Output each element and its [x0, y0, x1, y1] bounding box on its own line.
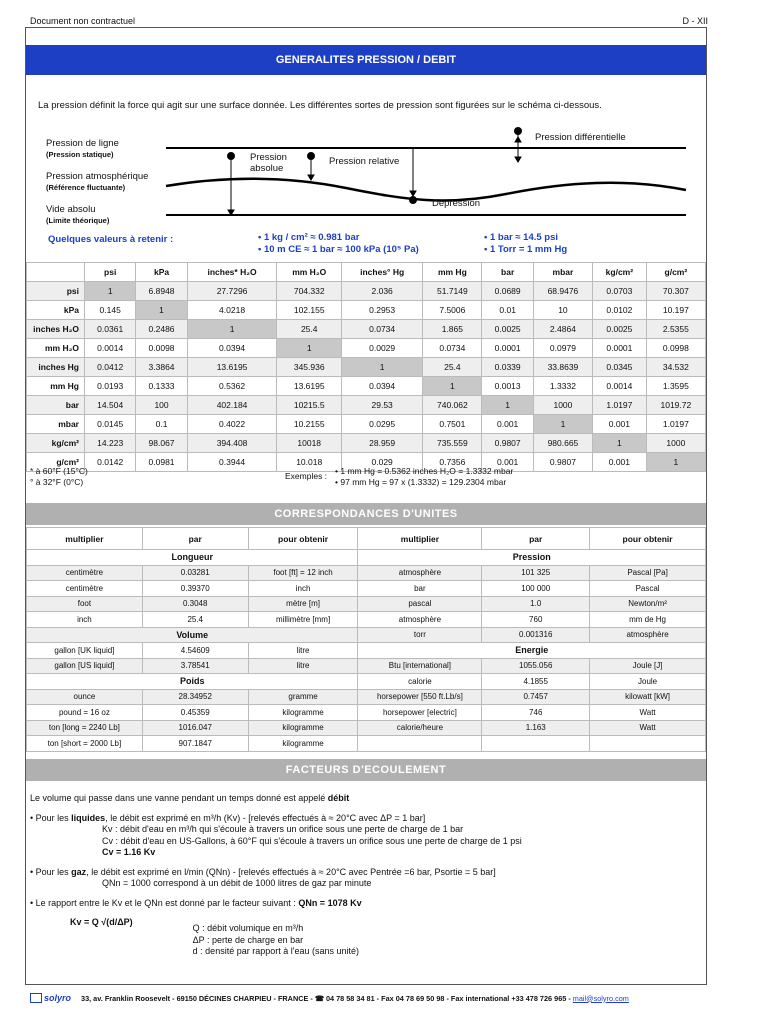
table-cell: Pascal: [590, 581, 706, 597]
table-cell: 704.332: [277, 282, 342, 301]
table-cell: 0.0345: [593, 358, 647, 377]
table-cell: 101 325: [482, 565, 590, 581]
table-cell: 1: [533, 415, 592, 434]
section-header: Volume: [27, 627, 358, 643]
table-row: [27, 377, 706, 396]
table-cell: 10215.5: [277, 396, 342, 415]
solyro-logo: solyro: [30, 993, 71, 1003]
table-cell: 0.0098: [136, 339, 187, 358]
table-cell: 1.0: [482, 596, 590, 612]
retenir-v3: • 1 bar ≈ 14.5 psi: [484, 232, 559, 243]
table-cell: kilowatt [kW]: [590, 689, 706, 705]
table-cell: 0.0412: [85, 358, 136, 377]
table-cell: 25.4: [142, 612, 248, 628]
table-cell: 0.9807: [533, 453, 592, 472]
table-cell: 1: [85, 282, 136, 301]
footnotes: [30, 466, 88, 488]
col-header: mbar: [533, 263, 592, 282]
retenir-v1: • 1 kg / cm² ≈ 0.981 bar: [258, 232, 360, 243]
row-header: inches Hg: [27, 358, 85, 377]
row-header: g/cm²: [27, 453, 85, 472]
head-obtenir-l: pour obtenir: [248, 528, 358, 550]
table-cell: 0.001: [482, 453, 533, 472]
table-cell: 7.5006: [423, 301, 482, 320]
table-cell: 0.0142: [85, 453, 136, 472]
section-header: Pression: [358, 550, 706, 566]
logo-icon: [30, 993, 42, 1003]
table-cell: kilogramme: [248, 720, 358, 736]
atmospheric-curve: [166, 179, 686, 201]
table-cell: bar: [358, 581, 482, 597]
table-row: [27, 320, 706, 339]
page-title: GENERALITES PRESSION / DEBIT: [26, 45, 706, 75]
table-cell: 0.0361: [85, 320, 136, 339]
head-par-l: par: [142, 528, 248, 550]
table-cell: 0.4022: [187, 415, 277, 434]
table-cell: 10: [533, 301, 592, 320]
table-cell: 0.03281: [142, 565, 248, 581]
flow-qnn: QNn = 1000 correspond à un débit de 1000 litres de gaz par minute: [102, 878, 372, 888]
table-cell: ounce: [27, 689, 143, 705]
retenir-label: Quelques valeurs à retenir :: [48, 234, 174, 245]
table-cell: 0.1: [136, 415, 187, 434]
flow-formula-block: [30, 917, 690, 958]
table-cell: 0.0025: [593, 320, 647, 339]
table-row: [27, 658, 706, 674]
table-cell: 0.39370: [142, 581, 248, 597]
table-row: [27, 581, 706, 597]
header-right: D - XII: [682, 16, 708, 26]
table-cell: torr: [358, 627, 482, 643]
table-cell: 1: [136, 301, 187, 320]
section-header: Poids: [27, 674, 358, 690]
table-cell: horsepower [550 ft.Lb/s]: [358, 689, 482, 705]
table-cell: 740.062: [423, 396, 482, 415]
table-cell: 6.8948: [136, 282, 187, 301]
table-cell: 2.036: [342, 282, 423, 301]
retenir-v2: • 10 m CE ≈ 1 bar ≈ 100 kPa (10⁵ Pa): [258, 244, 419, 255]
table-cell: 1: [423, 377, 482, 396]
table-row: [27, 689, 706, 705]
table-cell: 1: [593, 434, 647, 453]
row-header: mm H₂O: [27, 339, 85, 358]
intro-text: La pression définit la force qui agit sur une surface donnée. Les différentes sortes de pression sont figurées sur le schéma ci-dessous.: [38, 100, 602, 111]
table-cell: 402.184: [187, 396, 277, 415]
table-cell: 0.0998: [646, 339, 705, 358]
row-header: mm Hg: [27, 377, 85, 396]
table-cell: 0.0001: [593, 339, 647, 358]
table-cell: ton [short = 2000 Lb]: [27, 736, 143, 752]
table-row: [27, 396, 706, 415]
units-table: [26, 527, 706, 752]
table-cell: 1.865: [423, 320, 482, 339]
table-row: [27, 612, 706, 628]
col-header: mm Hg: [423, 263, 482, 282]
table-cell: 1: [342, 358, 423, 377]
table-cell: 0.3944: [187, 453, 277, 472]
table-cell: 0.001316: [482, 627, 590, 643]
table-cell: 28.959: [342, 434, 423, 453]
examples: [285, 466, 513, 488]
table-cell: 0.0689: [482, 282, 533, 301]
table-cell: gallon [US liquid]: [27, 658, 143, 674]
label-pression-differentielle: Pression différentielle: [535, 132, 626, 143]
table-cell: 4.54609: [142, 643, 248, 659]
row-header: inches H₂O: [27, 320, 85, 339]
head-obtenir-r: pour obtenir: [590, 528, 706, 550]
table-row: [27, 434, 706, 453]
table-row: [27, 596, 706, 612]
table-cell: 1019.72: [646, 396, 705, 415]
table-cell: 10.018: [277, 453, 342, 472]
table-cell: 1.163: [482, 720, 590, 736]
table-cell: 1000: [533, 396, 592, 415]
label-vide-absolu: Vide absolu (Limite théorique): [46, 204, 110, 225]
table-row: [27, 627, 706, 643]
table-cell: 1.3332: [533, 377, 592, 396]
table-cell: 27.7296: [187, 282, 277, 301]
table-row: [27, 339, 706, 358]
table-cell: 100: [136, 396, 187, 415]
example-2: • 97 mm Hg = 97 x (1.3332) = 129.2304 mbar: [335, 477, 507, 487]
flow-section: [30, 793, 690, 958]
table-cell: Pascal [Pa]: [590, 565, 706, 581]
table-cell: 10.197: [646, 301, 705, 320]
table-cell: 1055.056: [482, 658, 590, 674]
row-header: mbar: [27, 415, 85, 434]
table-cell: 0.0979: [533, 339, 592, 358]
table-cell: 10.2155: [277, 415, 342, 434]
row-header: psi: [27, 282, 85, 301]
table-cell: inch: [248, 581, 358, 597]
table-cell: 0.3048: [142, 596, 248, 612]
table-cell: 0.0029: [342, 339, 423, 358]
flow-intro: Le volume qui passe dans une vanne pendant un temps donné est appelé débit: [30, 793, 350, 803]
table-row: [27, 565, 706, 581]
head-multiplier-l: multiplier: [27, 528, 143, 550]
table-cell: 0.0703: [593, 282, 647, 301]
table-cell: 0.2953: [342, 301, 423, 320]
table-cell: 735.559: [423, 434, 482, 453]
table-row: [27, 550, 706, 566]
table-cell: 0.001: [593, 453, 647, 472]
head-par-r: par: [482, 528, 590, 550]
table-cell: pascal: [358, 596, 482, 612]
table-cell: 0.7457: [482, 689, 590, 705]
table-row: [27, 282, 706, 301]
table-cell: calorie/heure: [358, 720, 482, 736]
table-cell: foot [ft] = 12 inch: [248, 565, 358, 581]
table-cell: 0.029: [342, 453, 423, 472]
table-cell: 1: [482, 396, 533, 415]
table-cell: calorie: [358, 674, 482, 690]
table-cell: 1: [277, 339, 342, 358]
table-cell: Joule [J]: [590, 658, 706, 674]
table-cell: 0.0339: [482, 358, 533, 377]
table-cell: 2.5355: [646, 320, 705, 339]
table-cell: 345.936: [277, 358, 342, 377]
flow-ratio: • Le rapport entre le Kv et le QNn est donné par le facteur suivant : QNn = 1078 Kv: [30, 897, 362, 908]
table-cell: 70.307: [646, 282, 705, 301]
page-header: [30, 16, 708, 26]
table-cell: 0.0734: [342, 320, 423, 339]
table-cell: 98.067: [136, 434, 187, 453]
table-cell: 3.3864: [136, 358, 187, 377]
table-cell: 0.01: [482, 301, 533, 320]
table-cell: 0.0394: [342, 377, 423, 396]
col-header: inches° Hg: [342, 263, 423, 282]
table-cell: 0.0013: [482, 377, 533, 396]
table-cell: 100 000: [482, 581, 590, 597]
table-cell: 0.0025: [482, 320, 533, 339]
table-cell: 1.3595: [646, 377, 705, 396]
table-cell: 0.0981: [136, 453, 187, 472]
table-cell: 0.0014: [85, 339, 136, 358]
table-cell: 29.53: [342, 396, 423, 415]
table-cell: 25.4: [423, 358, 482, 377]
table-cell: 0.001: [593, 415, 647, 434]
table-cell: 51.7149: [423, 282, 482, 301]
table-cell: 25.4: [277, 320, 342, 339]
note-32f: ° à 32°F (0°C): [30, 477, 84, 487]
table-cell: 1016.047: [142, 720, 248, 736]
table-cell: atmosphère: [358, 565, 482, 581]
note-60f: * à 60°F (15°C): [30, 466, 88, 476]
table-cell: millimètre [mm]: [248, 612, 358, 628]
table-cell: 28.34952: [142, 689, 248, 705]
table-cell: 102.155: [277, 301, 342, 320]
table-row: [27, 705, 706, 721]
col-header: psi: [85, 263, 136, 282]
footer-address: 33, av. Franklin Roosevelt - 69150 DÉCINES CHARPIEU - FRANCE - ☎ 04 78 58 34 81 - Fax 04 78 69 50 98 - Fax international +33 478 726 965 -: [81, 993, 573, 1003]
header-left: Document non contractuel: [30, 16, 136, 26]
table-cell: 0.0102: [593, 301, 647, 320]
table-cell: Joule: [590, 674, 706, 690]
flow-cv: Cv : débit d'eau en US-Gallons, à 60°F qui s'écoule à travers un orifice sous une perte de charge de 1 psi: [102, 835, 522, 846]
table-cell: ton [long = 2240 Lb]: [27, 720, 143, 736]
example-1: • 1 mm Hg = 0.5362 inches H₂O = 1.3332 mbar: [335, 466, 514, 476]
table-cell: 907.1847: [142, 736, 248, 752]
table-cell: inch: [27, 612, 143, 628]
table-cell: 0.0001: [482, 339, 533, 358]
flow-title: FACTEURS D'ECOULEMENT: [26, 759, 706, 781]
flow-cv-kv: Cv = 1.16 Kv: [102, 847, 156, 857]
col-header: kPa: [136, 263, 187, 282]
table-cell: Watt: [590, 720, 706, 736]
table-cell: 13.6195: [277, 377, 342, 396]
table-cell: 0.7501: [423, 415, 482, 434]
table-cell: 2.4864: [533, 320, 592, 339]
table-cell: 1: [646, 453, 705, 472]
conversion-table: [26, 262, 706, 472]
table-cell: gramme: [248, 689, 358, 705]
table-cell: centimètre: [27, 581, 143, 597]
table-cell: mm de Hg: [590, 612, 706, 628]
flow-dp: ΔP : perte de charge en bar: [192, 934, 304, 945]
table-cell: Btu [international]: [358, 658, 482, 674]
empty-cell: [358, 736, 482, 752]
table-cell: 14.504: [85, 396, 136, 415]
table-cell: mètre [m]: [248, 596, 358, 612]
footer-mail-link[interactable]: mail@solyro.com: [572, 993, 629, 1003]
table-cell: 0.9807: [482, 434, 533, 453]
table-row: [27, 720, 706, 736]
section-header: Longueur: [27, 550, 358, 566]
label-pression-ligne: Pression de ligne (Pression statique): [46, 138, 119, 159]
table-cell: kilogramme: [248, 736, 358, 752]
flow-q: Q : débit volumique en m³/h: [192, 923, 304, 933]
table-cell: 0.7356: [423, 453, 482, 472]
table-cell: atmosphère: [358, 612, 482, 628]
table-cell: 1000: [646, 434, 705, 453]
col-header: g/cm²: [646, 263, 705, 282]
flow-liquid: • Pour les liquides, le débit est exprimé en m³/h (Kv) - [relevés effectués à ≈ 20°C avec ΔP = 1 bar]: [30, 812, 426, 823]
table-cell: foot: [27, 596, 143, 612]
col-header: kg/cm²: [593, 263, 647, 282]
table-cell: 760: [482, 612, 590, 628]
table-cell: 1: [187, 320, 277, 339]
table-cell: 0.0734: [423, 339, 482, 358]
page-footer: [30, 993, 708, 1003]
label-depression: Dépression: [432, 198, 481, 209]
table-cell: litre: [248, 658, 358, 674]
table-cell: 980.665: [533, 434, 592, 453]
row-header: bar: [27, 396, 85, 415]
table-cell: 0.5362: [187, 377, 277, 396]
table-cell: gallon [UK liquid]: [27, 643, 143, 659]
table-cell: 13.6195: [187, 358, 277, 377]
table-cell: 14.223: [85, 434, 136, 453]
col-header: mm H₂O: [277, 263, 342, 282]
table-cell: atmosphère: [590, 627, 706, 643]
retenir-v4: • 1 Torr = 1 mm Hg: [484, 244, 568, 255]
flow-formula: Kv = Q √(d/ΔP): [70, 917, 133, 927]
row-header: kg/cm²: [27, 434, 85, 453]
table-cell: 0.0145: [85, 415, 136, 434]
section-header: Energie: [358, 643, 706, 659]
empty-cell: [590, 736, 706, 752]
table-cell: Newton/m²: [590, 596, 706, 612]
flow-kv: Kv : débit d'eau en m³/h qui s'écoule à travers un orifice sous une perte de charge de 1 bar: [102, 824, 464, 834]
table-cell: 394.408: [187, 434, 277, 453]
table-row: [27, 358, 706, 377]
label-pression-atmo: Pression atmosphérique (Référence fluctuante): [46, 171, 149, 192]
table-row: [27, 643, 706, 659]
table-cell: 746: [482, 705, 590, 721]
table-cell: 4.0218: [187, 301, 277, 320]
empty-cell: [482, 736, 590, 752]
table-cell: 0.0295: [342, 415, 423, 434]
flow-d: d : densité par rapport à l'eau (sans unité): [192, 946, 359, 956]
table-cell: 0.0014: [593, 377, 647, 396]
label-pression-absolue: Pression absolue: [250, 152, 287, 174]
col-header: inches* H₂O: [187, 263, 277, 282]
col-header: bar: [482, 263, 533, 282]
table-cell: centimètre: [27, 565, 143, 581]
table-cell: kilogramme: [248, 705, 358, 721]
units-title: CORRESPONDANCES D'UNITES: [26, 503, 706, 525]
table-cell: 4.1855: [482, 674, 590, 690]
flow-gas: • Pour les gaz, le débit est exprimé en l/min (QNn) - [relevés effectués à ≈ 20°C avec Pentrée =6 bar, Psortie = 5 bar]: [30, 866, 496, 877]
examples-label: Exemples :: [285, 471, 328, 481]
table-cell: 1.0197: [646, 415, 705, 434]
table-row: [27, 736, 706, 752]
table-cell: 0.1333: [136, 377, 187, 396]
table-cell: 0.2486: [136, 320, 187, 339]
table-cell: 1.0197: [593, 396, 647, 415]
table-row: [27, 415, 706, 434]
table-cell: 68.9476: [533, 282, 592, 301]
table-cell: litre: [248, 643, 358, 659]
table-row: [27, 301, 706, 320]
table-cell: 34.532: [646, 358, 705, 377]
table-cell: pound = 16 oz: [27, 705, 143, 721]
row-header: kPa: [27, 301, 85, 320]
table-cell: 33.8639: [533, 358, 592, 377]
table-cell: 0.0394: [187, 339, 277, 358]
table-cell: 0.001: [482, 415, 533, 434]
table-cell: horsepower [electric]: [358, 705, 482, 721]
table-cell: 10018: [277, 434, 342, 453]
table-cell: 3.78541: [142, 658, 248, 674]
table-cell: Watt: [590, 705, 706, 721]
head-multiplier-r: multiplier: [358, 528, 482, 550]
corner-cell: [27, 263, 85, 282]
label-pression-relative: Pression relative: [329, 156, 400, 167]
table-row: [27, 674, 706, 690]
table-cell: 0.145: [85, 301, 136, 320]
table-cell: 0.0193: [85, 377, 136, 396]
table-cell: 0.45359: [142, 705, 248, 721]
